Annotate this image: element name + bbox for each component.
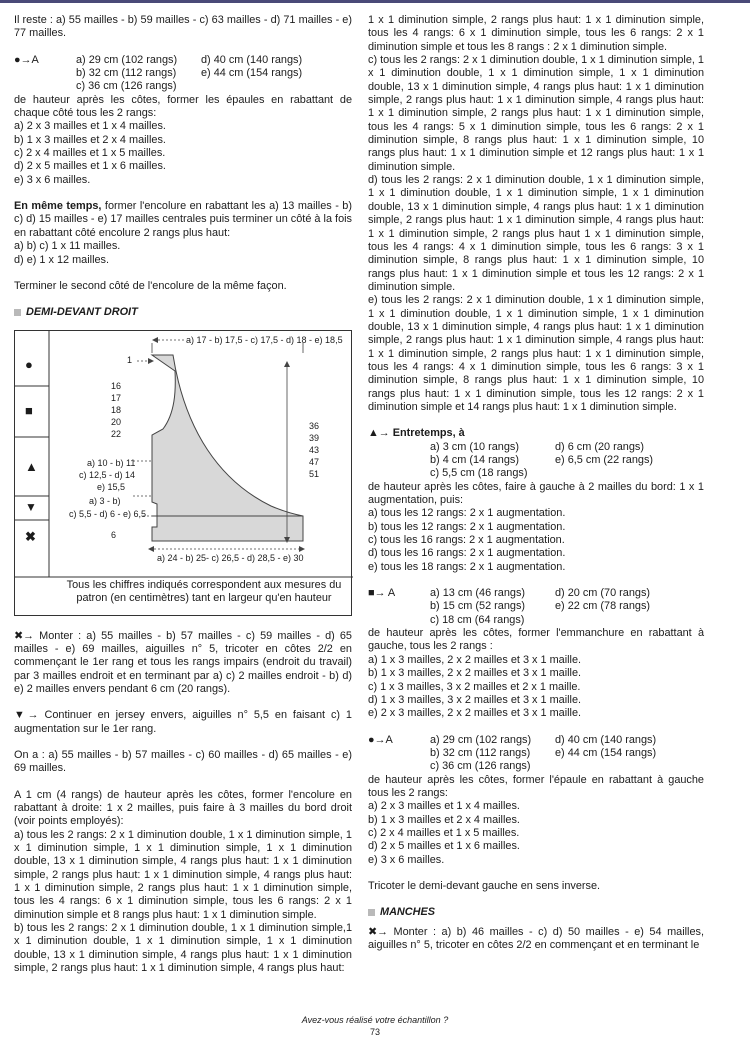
dim-b-paragraph: b) tous les 2 rangs: 2 x 1 diminution double, 1 x 1 diminution simple,1 x 1 diminution double, 1 x 1 diminution simple, 1 x 1 diminution double, 13 x 1 diminution simple, 4 rangs plus haut: 1 x 1 diminution simple, 2 rangs plus haut: 1 x 1 diminution simple, 4 rangs plus haut: (14, 922, 352, 975)
six-label: 6 (111, 529, 117, 540)
square-symbol-icon: ■ (25, 402, 33, 418)
dim-a-paragraph: a) tous les 2 rangs: 2 x 1 diminution double, 1 x 1 diminution simple, 1 x 1 diminution simple, 1 x 1 diminution simple, 1 x 1 diminution double, 13 x 1 diminution simple, 4 rangs plus haut: 1 x 1 diminution simple, 2 rangs plus haut: 1 x 1 diminution simple, 4 rangs plus haut: 1 x 1 diminution simple, 2 rangs plus haut: 1 x 1 diminution simple, tous les 4 rangs: 6 x 1 diminution simple, tous les 6 rangs: 2 x 1 diminution simple et 8 rangs plus haut: 1 x 1 diminution simple. (14, 828, 352, 921)
right-number: 36 (309, 420, 320, 431)
epaules-sizes: ●→A a) 29 cm (102 rangs) d) 40 cm (140 rangs) (14, 53, 303, 66)
list-item: b) 1 x 3 mailles, 2 x 2 mailles et 3 x 1 maille. (368, 667, 582, 680)
pattern-diagram (14, 330, 352, 616)
continuer-paragraph: ▼→ Continuer en jersey envers, aiguilles n° 5,5 en faisant c) 1 augmentation sur le 1er rang. (14, 709, 352, 735)
on-a-paragraph: On a : a) 55 mailles - b) 57 mailles - c) 60 mailles - d) 65 mailles - e) 69 mailles. (14, 748, 352, 775)
list-item: c) 1 x 3 mailles, 3 x 2 mailles et 2 x 1 maille. (368, 680, 581, 693)
section-title-demi-devant: DEMI-DEVANT DROIT (14, 306, 352, 319)
row-one-label: 1 (127, 354, 133, 365)
pattern-schematic (15, 331, 353, 617)
list-item: a) tous les 12 rangs: 2 x 1 augmentation. (368, 507, 566, 520)
epaules-text: de hauteur après les côtes, former les épaules en rabattant de chaque côté tous les 2 rangs: (14, 93, 352, 120)
encolure-paragraph: A 1 cm (4 rangs) de hauteur après les côtes, former l'encolure en rabattant à droite: 1 x 2 mailles, puis faire à 3 mailles du bord droit (voir points employés): (14, 788, 352, 828)
side-label: a) 10 - b) 11 (87, 457, 136, 468)
side-label: e) 15,5 (97, 481, 126, 492)
list-item: c) 2 x 4 mailles et 1 x 5 mailles. (14, 147, 166, 160)
entretemps-heading: ▲→ Entretemps, à (368, 427, 465, 440)
page-number: 73 (369, 1027, 380, 1037)
side-label: a) 3 - b) (89, 495, 121, 506)
tricoter-text: Tricoter le demi-devant gauche en sens inverse. (368, 879, 601, 892)
list-item: d) e) 1 x 12 mailles. (14, 253, 110, 266)
dim-b-continued: 1 x 1 diminution simple, 2 rangs plus haut: 1 x 1 diminution simple, tous les 4 rangs: 6 x 1 diminution simple, tous les 6 rangs: 2 x 1 diminution simple et tous les 8 rangs : 2 x 1 diminution simple. (368, 14, 704, 53)
list-item: a) b) c) 1 x 11 mailles. (14, 240, 121, 253)
list-item: a) 2 x 3 mailles et 1 x 4 mailles. (368, 800, 520, 813)
diagram-caption: Tous les chiffres indiqués correspondent aux mesures du patron (en centimètres) tant en largeur qu'en hauteur (66, 578, 342, 604)
left-number: 22 (111, 428, 122, 439)
footer-question: Avez-vous réalisé votre échantillon ? (301, 1015, 449, 1025)
left-number: 17 (111, 392, 122, 403)
right-number: 47 (309, 456, 320, 467)
right-number: 43 (309, 444, 320, 455)
right-number: 51 (309, 468, 320, 479)
list-item: c) tous les 16 rangs: 2 x 1 augmentation. (368, 534, 565, 547)
list-item: e) tous les 18 rangs: 2 x 1 augmentation. (368, 560, 566, 573)
section-square-icon (14, 309, 21, 316)
list-item: e) 3 x 6 mailles. (368, 853, 445, 866)
top-width-label: a) 17 - b) 17,5 - c) 17,5 - d) 18 - e) 18,5 (186, 334, 343, 345)
dim-e-paragraph: e) tous les 2 rangs: 2 x 1 diminution double, 1 x 1 diminution simple, 1 x 1 diminution double, 1 x 1 diminution simple, 1 x 1 diminution double, 13 x 1 diminution simple, 4 rangs plus haut: 1 x 1 diminution simple, 2 rangs plus haut: 1 x 1 diminution simple, 4 rangs plus haut: 1 x 1 diminution simple, 2 rangs plus haut: 1 x 1 diminution simple, tous les 4 rangs: 4 x 1 diminution simple, tous les 6 rangs: 3 x 1 diminution simple, 8 rangs plus haut: 1 x 1 diminution simple, 10 rangs plus haut: 1 x 1 diminution simple, tous les 12 rangs: 2 x 1 diminution simple et 14 rangs plus haut: 1 x 1 diminution simple. (368, 294, 704, 413)
cross-symbol-icon: ✖ (25, 528, 36, 544)
list-item: d) 2 x 5 mailles et 1 x 6 mailles. (14, 160, 166, 173)
list-item: a) 2 x 3 mailles et 1 x 4 mailles. (14, 120, 166, 133)
dim-c-paragraph: c) tous les 2 rangs: 2 x 1 diminution double, 1 x 1 diminution simple, 1 x 1 diminution double, 1 x 1 diminution simple, 1 x 1 diminution double, 13 x 1 diminution simple, 4 rangs plus haut: 1 x 1 diminution simple, 2 rangs plus haut: 1 x 1 diminution simple, 4 rangs plus haut: 1 x 1 diminution simple, 2 rangs plus haut: 1 x 1 diminution simple, tous les 4 rangs: 5 x 1 diminution simple, tous les 6 rangs: 2 x 1 diminution simple, 8 rangs plus haut: 1 x 1 diminution simple, 10 rangs plus haut: 1 x 1 diminution simple et 12 rangs plus haut: 1 x 1 diminution simple. (368, 54, 704, 173)
left-number: 20 (111, 416, 122, 427)
dim-d-paragraph: d) tous les 2 rangs: 2 x 1 diminution double, 1 x 1 diminution simple, 1 x 1 diminution double, 1 x 1 diminution simple, 1 x 1 diminution double, 13 x 1 diminution simple, 4 rangs plus haut: 1 x 1 diminution simple, 2 rangs plus haut: 1 x 1 diminution simple, 4 rangs plus haut: 1 x 1 diminution simple, 2 rangs plus haut 1 x 1 diminution simple, tous les 4 rangs: 4 x 1 diminution simple, tous les 6 rangs: 3 x 1 diminution simple, 8 rangs plus haut: 1 x 1 diminution simple, 10 rangs plus haut: 1 x 1 diminution simple et tous les 12 rangs: 2 x 1 diminution simple. (368, 174, 704, 293)
list-item: b) 1 x 3 mailles et 2 x 4 mailles. (14, 133, 166, 146)
left-number: 16 (111, 380, 122, 391)
list-item: d) 2 x 5 mailles et 1 x 6 mailles. (368, 840, 520, 853)
list-item: b) 1 x 3 mailles et 2 x 4 mailles. (368, 813, 520, 826)
list-item: d) tous les 16 rangs: 2 x 1 augmentation. (368, 547, 566, 560)
entretemps-text: de hauteur après les côtes, faire à gauche à 2 mailles du bord: 1 x 1 augmentation, puis: (368, 480, 704, 507)
meme-temps-paragraph: En même temps, former l'encolure en rabattant les a) 13 mailles - b) c) d) 15 mailles - e) 17 mailles centrales puis terminer un côté à la fois en rabattant côté encolure 2 rangs plus haut: (14, 200, 352, 239)
list-item: b) tous les 12 rangs: 2 x 1 augmentation. (368, 520, 566, 533)
triangle-up-symbol-icon: ▲ (25, 458, 38, 474)
right-number: 39 (309, 432, 320, 443)
monter-paragraph: ✖→ Monter : a) 55 mailles - b) 57 mailles - c) 59 mailles - d) 65 mailles - e) 69 mailles, aiguilles n° 5, tricoter en côtes 2/2 en commençant le 1er rang et tous les rangs impairs (endroit du travail) par 3 mailles endroit et en terminant par a) c) 2 mailles endroit - b) d) e) 2 mailles envers pendant 6 cm (20 rangs). (14, 629, 352, 695)
reste-paragraph: Il reste : a) 55 mailles - b) 59 mailles - c) 63 mailles - d) 71 mailles - e) 77 mailles. (14, 14, 352, 40)
list-item: d) 1 x 3 mailles, 3 x 2 mailles et 3 x 1 maille. (368, 693, 582, 706)
triangle-down-symbol-icon: ▼ (25, 499, 37, 514)
top-color-bar (0, 0, 750, 3)
bottom-width-label: a) 24 - b) 25- c) 26,5 - d) 28,5 - e) 30 (157, 552, 304, 563)
epaule-text: de hauteur après les côtes, former l'épaule en rabattant à gauche tous les 2 rangs: (368, 773, 704, 799)
section-square-icon (368, 909, 375, 916)
section-title-manches: MANCHES (368, 906, 704, 919)
emmanchure-text: de hauteur après les côtes, former l'emmanchure en rabattant à gauche, tous les 2 rangs : (368, 627, 704, 653)
right-column: 1 x 1 diminution simple, 2 rangs plus haut: 1 x 1 diminution simple, tous les 4 rangs: 6 x 1 diminution simple, tous les 6 rangs: 2 x 1 diminution simple et tous les 8 rangs : 2 x 1 diminution simple. c) tous les 2 rangs: 2 x 1 diminution double, 1 x 1 diminution simple, 1 x 1 diminution double, 1 x 1 diminution simple, 1 x 1 diminution double, 13 x 1 diminution simple, 4 rangs plus haut: 1 x 1 diminution simple, 2 rangs plus haut: 1 x 1 diminution simple, 4 rangs plus haut: 1 x 1 diminution simple, 2 rangs plus haut: 1 x 1 diminution simple, tous les 4 rangs: 5 x 1 diminution simple, tous les 6 rangs: 2 x 1 diminution simple, 8 rangs plus haut: 1 x 1 diminution simple, 10 rangs plus haut: 1 x 1 diminution simple et 12 rangs plus haut: 1 x 1 diminution simple. d) tous les 2 rangs: 2 x 1 diminution double, 1 x 1 diminution simple, 1 x 1 diminution double, 1 x 1 diminution simple, 1 x 1 diminution double, 13 x 1 diminution simple, 4 rangs plus haut: 1 x 1 diminution simple, 2 rangs plus haut: 1 x 1 diminution simple, 4 rangs plus haut: 1 x 1 diminution simple, 2 rangs plus haut 1 x 1 diminution simple, tous les 4 rangs: 4 x 1 diminution simple, tous les 6 rangs: 3 x 1 diminution simple, 8 rangs plus haut: 1 x 1 diminution simple, 10 rangs plus haut: 1 x 1 diminution simple et tous les 12 rangs: 2 x 1 diminution simple. e) tous les 2 rangs: 2 x 1 diminution double, 1 x 1 diminution simple, 1 x 1 diminution double, 1 x 1 diminution simple, 1 x 1 diminution double, 13 x 1 diminution simple, 4 rangs plus haut: 1 x 1 diminution simple, 2 rangs plus haut: 1 x 1 diminution simple, 4 rangs plus haut: 1 x 1 diminution simple, 2 rangs plus haut: 1 x 1 diminution simple, tous les 4 rangs: 4 x 1 diminution simple, tous les 6 rangs: 3 x 1 diminution simple, 8 rangs plus haut: 1 x 1 diminution simple, 10 rangs plus haut: 1 x 1 diminution simple, tous les 12 rangs: 2 x 1 diminution simple et 14 rangs plus haut: 1 x 1 diminution simple. ▲→ Entretemps, à a) 3 cm (10 rangs) d) 6 cm (20 rangs) b) 4 cm (14 rangs) e) 6,5 cm (22 rangs) c) 5,5 cm (18 rangs) de hauteur après les côtes, faire à gauche à 2 mailles du bord: 1 x 1 augmentation, puis: a) tous les 12 rangs: 2 x 1 augmentation. b) tous les 12 rangs: 2 x 1 augmentation. c) tous les 16 rangs: 2 x 1 augmentation. d) tous les 16 rangs: 2 x 1 augmentation. e) tous les 18 rangs: 2 x 1 augmentation. ■→ A a) 13 cm (46 rangs) d) 20 cm (70 rangs) b) 15 cm (52 rangs) e) 22 cm (78 rangs) c) 18 cm (64 rangs) de hauteur après les côtes, former l'emmanchure en rabattant à gauche, tous les 2 rangs : a) 1 x 3 mailles, 2 x 2 mailles et 3 x 1 maille. b) 1 x 3 mailles, 2 x 2 mailles et 3 x 1 maille. c) 1 x 3 mailles, 3 x 2 mailles et 2 x 1 maille. d) 1 x 3 mailles, 3 x 2 mailles et 3 x 1 maille. e) 2 x 3 mailles, 2 x 2 mailles et 3 x 1 maille. ●→A a) 29 cm (102 rangs) d) 40 cm (140 rangs) b) 32 cm (112 rangs) e) 44 cm (154 rangs) c) 36 cm (126 rangs) de hauteur après les côtes, former l'épaule en rabattant à gauche tous les 2 rangs: a) 2 x 3 mailles et 1 x 4 mailles. b) 1 x 3 mailles et 2 x 4 mailles. c) 2 x 4 mailles et 1 x 5 mailles. d) 2 x 5 mailles et 1 x 6 mailles. e) 3 x 6 mailles. Tricoter le demi-devant gauche en sens inverse. MANCHES ✖→ Monter : a) b) 46 mailles - c) d) 50 mailles - e) 54 mailles, aiguilles n° 5, tricoter en côtes 2/2 en commençant et en terminant le (368, 14, 704, 951)
side-label: c) 5,5 - d) 6 - e) 6,5 (69, 508, 147, 519)
side-label: c) 12,5 - d) 14 (79, 469, 136, 480)
circle-symbol-icon: ● (25, 356, 33, 372)
manches-monter-paragraph: ✖→ Monter : a) b) 46 mailles - c) d) 50 mailles - e) 54 mailles, aiguilles n° 5, tricoter en côtes 2/2 en commençant et en terminant le (368, 925, 704, 951)
list-item: c) 2 x 4 mailles et 1 x 5 mailles. (368, 826, 520, 839)
page-footer (0, 1014, 750, 1038)
list-item: e) 3 x 6 mailles. (14, 173, 91, 186)
left-number: 18 (111, 404, 122, 415)
list-item: e) 2 x 3 mailles, 2 x 2 mailles et 3 x 1 maille. (368, 707, 582, 720)
terminer-text: Terminer le second côté de l'encolure de la même façon. (14, 279, 287, 292)
left-column: Il reste : a) 55 mailles - b) 59 mailles - c) 63 mailles - d) 71 mailles - e) 77 mailles. ●→A a) 29 cm (102 rangs) d) 40 cm (140 rangs) b) 32 cm (112 rangs) e) 44 cm (154 rangs) c) 36 cm (126 rangs) de hauteur après les côtes, former les épaules en rabattant de chaque côté tous les 2 rangs: a) 2 x 3 mailles et 1 x 4 mailles. b) 1 x 3 mailles et 2 x 4 mailles. c) 2 x 4 mailles et 1 x 5 mailles. d) 2 x 5 mailles et 1 x 6 mailles. e) 3 x 6 mailles. En même temps, former l'encolure en rabattant les a) 13 mailles - b) c) d) 15 mailles - e) 17 mailles centrales puis terminer un côté à la fois en rabattant côté encolure 2 rangs plus haut: a) b) c) 1 x 11 mailles. d) e) 1 x 12 mailles. Terminer le second côté de l'encolure de la même façon. DEMI-DEVANT DROIT ● ■ ▲ ▼ ✖ a) 17 - b) 17,5 - c) 17,5 - d) 18 - e) 18,5 1 16 17 18 20 22 36 39 43 47 51 a) 10 - b) 11 c) 12,5 - d) 14 e) 15,5 a) 3 - b) c) 5,5 - d) 6 - e) 6,5 6 a) 24 - b) 25- c) 26,5 - d) 28,5 - e) 30 Tous les chiffres indiqués correspondent aux mesures du patron (en centimètres) tant en largeur qu'en hauteur ✖→ Monter : a) 55 mailles - b) 57 mailles - c) 59 mailles - d) 65 mailles - e) 69 mailles, aiguilles n° 5, tricoter en côtes 2/2 en commençant le 1er rang et tous les rangs impairs (endroit du travail) par 3 mailles endroit et en terminant par a) c) 2 mailles endroit - b) d) e) 2 mailles envers pendant 6 cm (20 rangs). ▼→ Continuer en jersey envers, aiguilles n° 5,5 en faisant c) 1 augmentation sur le 1er rang. On a : a) 55 mailles - b) 57 mailles - c) 60 mailles - d) 65 mailles - e) 69 mailles. A 1 cm (4 rangs) de hauteur après les côtes, former l'encolure en rabattant à droite: 1 x 2 mailles, puis faire à 3 mailles du bord droit (voir points employés): a) tous les 2 rangs: 2 x 1 diminution double, 1 x 1 diminution simple, 1 x 1 diminution simple, 1 x 1 diminution simple, 1 x 1 diminution double, 13 x 1 diminution simple, 4 rangs plus haut: 1 x 1 diminution simple, 2 rangs plus haut: 1 x 1 diminution simple, 4 rangs plus haut: 1 x 1 diminution simple, 2 rangs plus haut: 1 x 1 diminution simple, tous les 4 rangs: 6 x 1 diminution simple, tous les 6 rangs: 2 x 1 diminution simple et 8 rangs plus haut: 1 x 1 diminution simple. b) tous les 2 rangs: 2 x 1 diminution double, 1 x 1 diminution simple,1 x 1 diminution double, 1 x 1 diminution simple, 1 x 1 diminution double, 13 x 1 diminution simple, 4 rangs plus haut: 1 x 1 diminution simple, 2 rangs plus haut: 1 x 1 diminution simple, 4 rangs plus haut: (14, 14, 352, 975)
list-item: a) 1 x 3 mailles, 2 x 2 mailles et 3 x 1 maille. (368, 653, 582, 666)
